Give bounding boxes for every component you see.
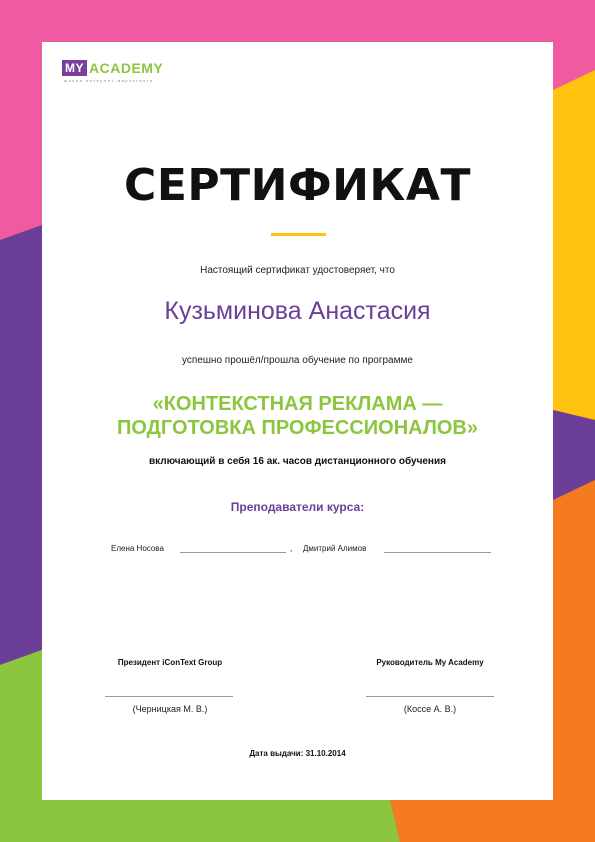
my-academy-logo (62, 60, 163, 83)
title-divider (271, 233, 326, 236)
issue-date: Дата выдачи: 31.10.2014 (249, 749, 346, 758)
certificate-title: СЕРТИФИКАТ (124, 160, 471, 211)
signer-2-name: (Коссе А. В.) (403, 704, 457, 714)
course-line-1: «КОНТЕКСТНАЯ РЕКЛАМА — (152, 393, 443, 415)
intro-text: Настоящий сертификат удостоверяет, что (200, 265, 395, 276)
teacher-2-name: Дмитрий Алимов (303, 544, 367, 553)
teacher-1-name: Елена Носова (111, 544, 164, 553)
hours-text: включающий в себя 16 ак. часов дистанционного обучения (149, 456, 446, 467)
teacher-1-line (180, 552, 286, 553)
completed-text: успешно прошёл/прошла обучение по программе (182, 355, 413, 366)
course-line-2: ПОДГОТОВКА ПРОФЕССИОНАЛОВ» (117, 417, 478, 439)
signer-2-title: Руководитель My Academy (376, 658, 484, 667)
recipient-name: Кузьминова Анастасия (164, 297, 431, 325)
logo-academy: ACADEMY (89, 60, 164, 76)
course-title (42, 392, 553, 440)
logo-subtitle: школа интернет-маркетинга (64, 78, 154, 83)
teacher-separator: , (290, 544, 293, 553)
signer-1-line (105, 696, 233, 697)
logo-my: MY (62, 60, 87, 76)
signer-1-title: Президент iConText Group (117, 658, 223, 667)
teacher-2-line (384, 552, 491, 553)
teachers-heading: Преподаватели курса: (230, 500, 365, 514)
signer-2-line (366, 696, 494, 697)
signer-1-name: (Черницкая М. В.) (132, 704, 208, 714)
